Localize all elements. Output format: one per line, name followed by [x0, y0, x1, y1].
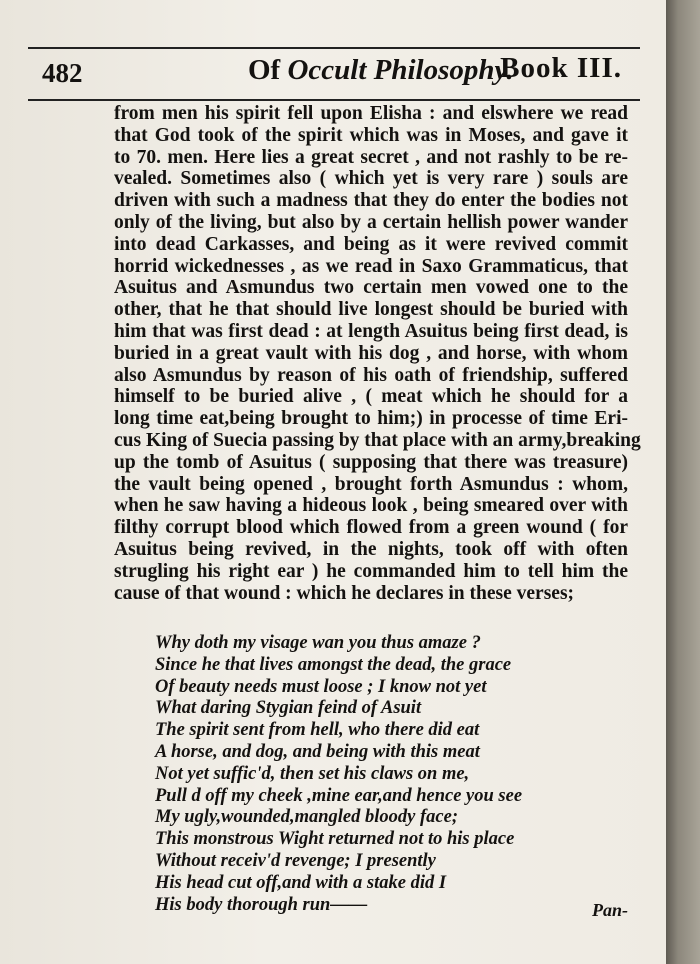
verse-line: A horse, and dog, and being with this meat: [155, 741, 480, 762]
catchword: Pan-: [592, 900, 628, 920]
prose-line: from men his spirit fell upon Elisha : and elswhere we read: [114, 103, 628, 124]
prose-line: Asuitus being revived, in the nights, took off with often: [114, 538, 628, 560]
verse-line: What daring Stygian feind of Asuit: [155, 698, 422, 719]
verse-line: Pull d off my cheek ,mine ear,and hence you see: [155, 785, 523, 806]
prose-line: when he saw having a hideous look , being smeared over with: [114, 495, 628, 517]
prose-block: [114, 103, 641, 604]
prose-line: vealed. Sometimes also ( which yet is very rare ) souls are: [114, 168, 628, 190]
running-head: [28, 52, 640, 92]
prose-line: only of the living, but also by a certain hellish power wander: [114, 211, 628, 233]
prose-line: into dead Carkasses, and being as it were revived commit: [114, 233, 628, 255]
verse-line: My ugly,wounded,mangled bloody face;: [155, 807, 458, 828]
verse-line: The spirit sent from hell, who there did eat: [155, 720, 480, 741]
prose-line: up the tomb of Asuitus ( supposing that there was treasure): [114, 451, 628, 473]
verse-line: Not yet suffic'd, then set his claws on me,: [155, 763, 470, 784]
verse-line: Since he that lives amongst the dead, the grace: [155, 654, 512, 675]
prose-line: him that was first dead : at length Asuitus being first dead, is: [114, 320, 628, 342]
verse-line: Of beauty needs must loose ; I know not yet: [155, 676, 487, 697]
prose-line: Asuitus and Asmundus two certain men vowed one to the: [114, 277, 628, 299]
header-rule-top: [28, 47, 640, 49]
running-title: [248, 54, 514, 87]
verse-line: This monstrous Wight returned not to his place: [155, 829, 515, 850]
header-rule-bottom: [28, 99, 640, 101]
prose-line: the vault being opened , brought forth Asmundus : whom,: [114, 473, 628, 495]
running-title-prefix: Of: [248, 54, 281, 86]
prose-line: other, that he that should live longest should be buried with: [114, 299, 628, 321]
prose-line: driven with such a madness that they do enter the bodies not: [114, 190, 628, 212]
page-edge-shadow: [666, 0, 700, 964]
verse-line: Without receiv'd revenge; I presently: [155, 850, 436, 871]
prose-line: also Asmundus by reason of his oath of friendship, suffered: [114, 364, 628, 386]
prose-line: strugling his right ear ) he commanded him to tell him the: [114, 560, 628, 582]
book-label: Book III.: [500, 52, 622, 84]
verse-line: His body thorough run——: [155, 894, 368, 915]
page-number: 482: [42, 58, 83, 88]
prose-line: buried in a great vault with his dog , and horse, with whom: [114, 342, 628, 364]
prose-line: cus King of Suecia passing by that place with an army,breaking: [114, 429, 641, 451]
prose-line: long time eat,being brought to him;) in processe of time Eri-: [114, 408, 628, 430]
prose-line: that God took of the spirit which was in Moses, and gave it: [114, 124, 628, 146]
verse-line: His head cut off,and with a stake did I: [155, 872, 447, 893]
prose-line: himself to be buried alive , ( meat which he should for a: [114, 386, 628, 408]
prose-line: cause of that wound : which he declares in these verses;: [114, 582, 575, 604]
prose-line: filthy corrupt blood which flowed from a green wound ( for: [114, 517, 628, 539]
verse-block: [155, 633, 575, 916]
verse-line: Why doth my visage wan you thus amaze ?: [155, 633, 481, 653]
prose-line: to 70. men. Here lies a great secret , and not rashly to be re-: [114, 146, 628, 168]
prose-line: horrid wickednesses , as we read in Saxo Grammaticus, that: [114, 255, 628, 277]
running-title-italic: Occult Philosophy.: [287, 54, 514, 86]
